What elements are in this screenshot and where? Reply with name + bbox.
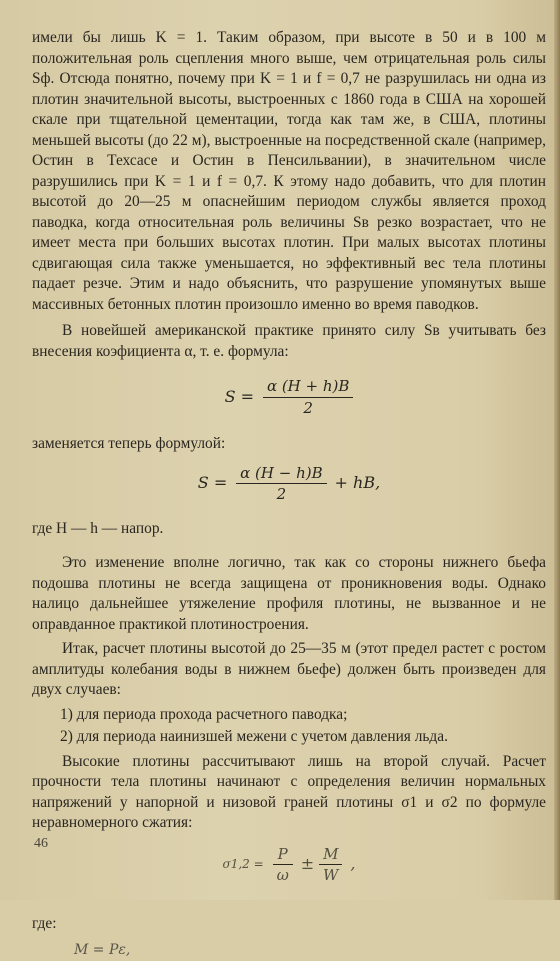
page-text [32, 28, 546, 961]
formula-3-operator: ± [300, 854, 315, 874]
formula-1-lhs: S = [224, 386, 255, 406]
formula-1-denominator: 2 [303, 398, 313, 417]
formula-3 [32, 844, 546, 886]
formula-3-tail: , [350, 854, 356, 874]
formula-4: M = Pε, [74, 942, 131, 958]
formula-3-denominator-2: W [323, 866, 339, 884]
formula-2-tail: + hB, [334, 473, 381, 493]
formula-2-denominator: 2 [276, 485, 287, 503]
formula-1-numerator: α (H + h)B [263, 376, 353, 398]
formula-2-lhs: S = [197, 473, 228, 493]
formula-3-fraction-2 [319, 844, 342, 886]
paragraph-1: имели бы лишь K = 1. Таким образом, при высоте в 50 и в 100 м положительная роль сцепления много выше, чем отрицательная роль силы Sф. Отсюда понятно, почему при K = 1 и f = 0,7 не разрушилась ни одна из плотин значительной высоты, выстроенных с 1860 года в США на хорошей скале при тщательной цементации, тогда как там же, в США, плотины меньшей высоты (до 22 м), выстроенные на посредственной скале (например, Остин в Техсасе и Остин в Пенсильвании), в значительном числе разрушились при K = 1 и f = 0,7. К этому надо добавить, что для плотин высотой до 20—25 м опаснейшим периодом службы является проход паводка, когда относительная роль величины Sв резко возрастает, что не имеет места при больших высотах плотин. При малых высотах плотины сдвигающая сила также уменьшается, но эффективный вес тела плотины падает резче. Этим и надо объяснить, что разрушение упомянутых выше массивных бетонных плотин произошло именно во время паводков. [32, 29, 546, 313]
paragraph-8: где: [32, 914, 57, 932]
formula-1 [32, 376, 546, 418]
paragraph-6: Итак, расчет плотины высотой до 25—35 м (этот предел растет с ростом амплитуды колебания воды в нижнем бьефе) должен быть произведен для двух случаев: [32, 640, 546, 698]
list-item-1: 1) для периода прохода расчетного паводка; [60, 705, 348, 723]
formula-3-denominator-1: ω [276, 866, 289, 884]
formula-2-fraction [236, 463, 326, 505]
paragraph-5: Это изменение вполне логично, так как со стороны нижнего бьефа подошва плотины не всегда защищена от проникновения воды. Однако налицо дальнейшее утяжеление профиля плотины, не вызванное и не оправданное практикой плотиностроения. [32, 554, 546, 633]
formula-2 [32, 463, 546, 505]
page-edge-shadow [554, 0, 560, 900]
formula-3-numerator-2: M [319, 844, 342, 866]
formula-2-numerator: α (H − h)B [236, 463, 326, 485]
formula-3-lhs: σ1,2 = [222, 857, 264, 872]
formula-3-numerator-1: P [273, 844, 293, 866]
formula-3-fraction-1 [273, 844, 293, 886]
page-number: 46 [34, 836, 48, 851]
list-item-2: 2) для периода наинизшей межени с учетом давления льда. [60, 728, 448, 745]
formula-1-fraction [263, 376, 353, 418]
paragraph-7: Высокие плотины рассчитывают лишь на второй случай. Расчет прочности тела плотины начинают с определения величин нормальных напряжений у напорной и низовой граней плотины σ1 и σ2 по формуле неравномерного сжатия: [32, 752, 546, 831]
paragraph-3: заменяется теперь формулой: [32, 435, 226, 452]
paragraph-2: В новейшей американской практике принято силу Sв учитывать без внесения коэфициента α, т. е. формула: [32, 322, 546, 360]
paragraph-4: где H — h — напор. [32, 519, 164, 537]
